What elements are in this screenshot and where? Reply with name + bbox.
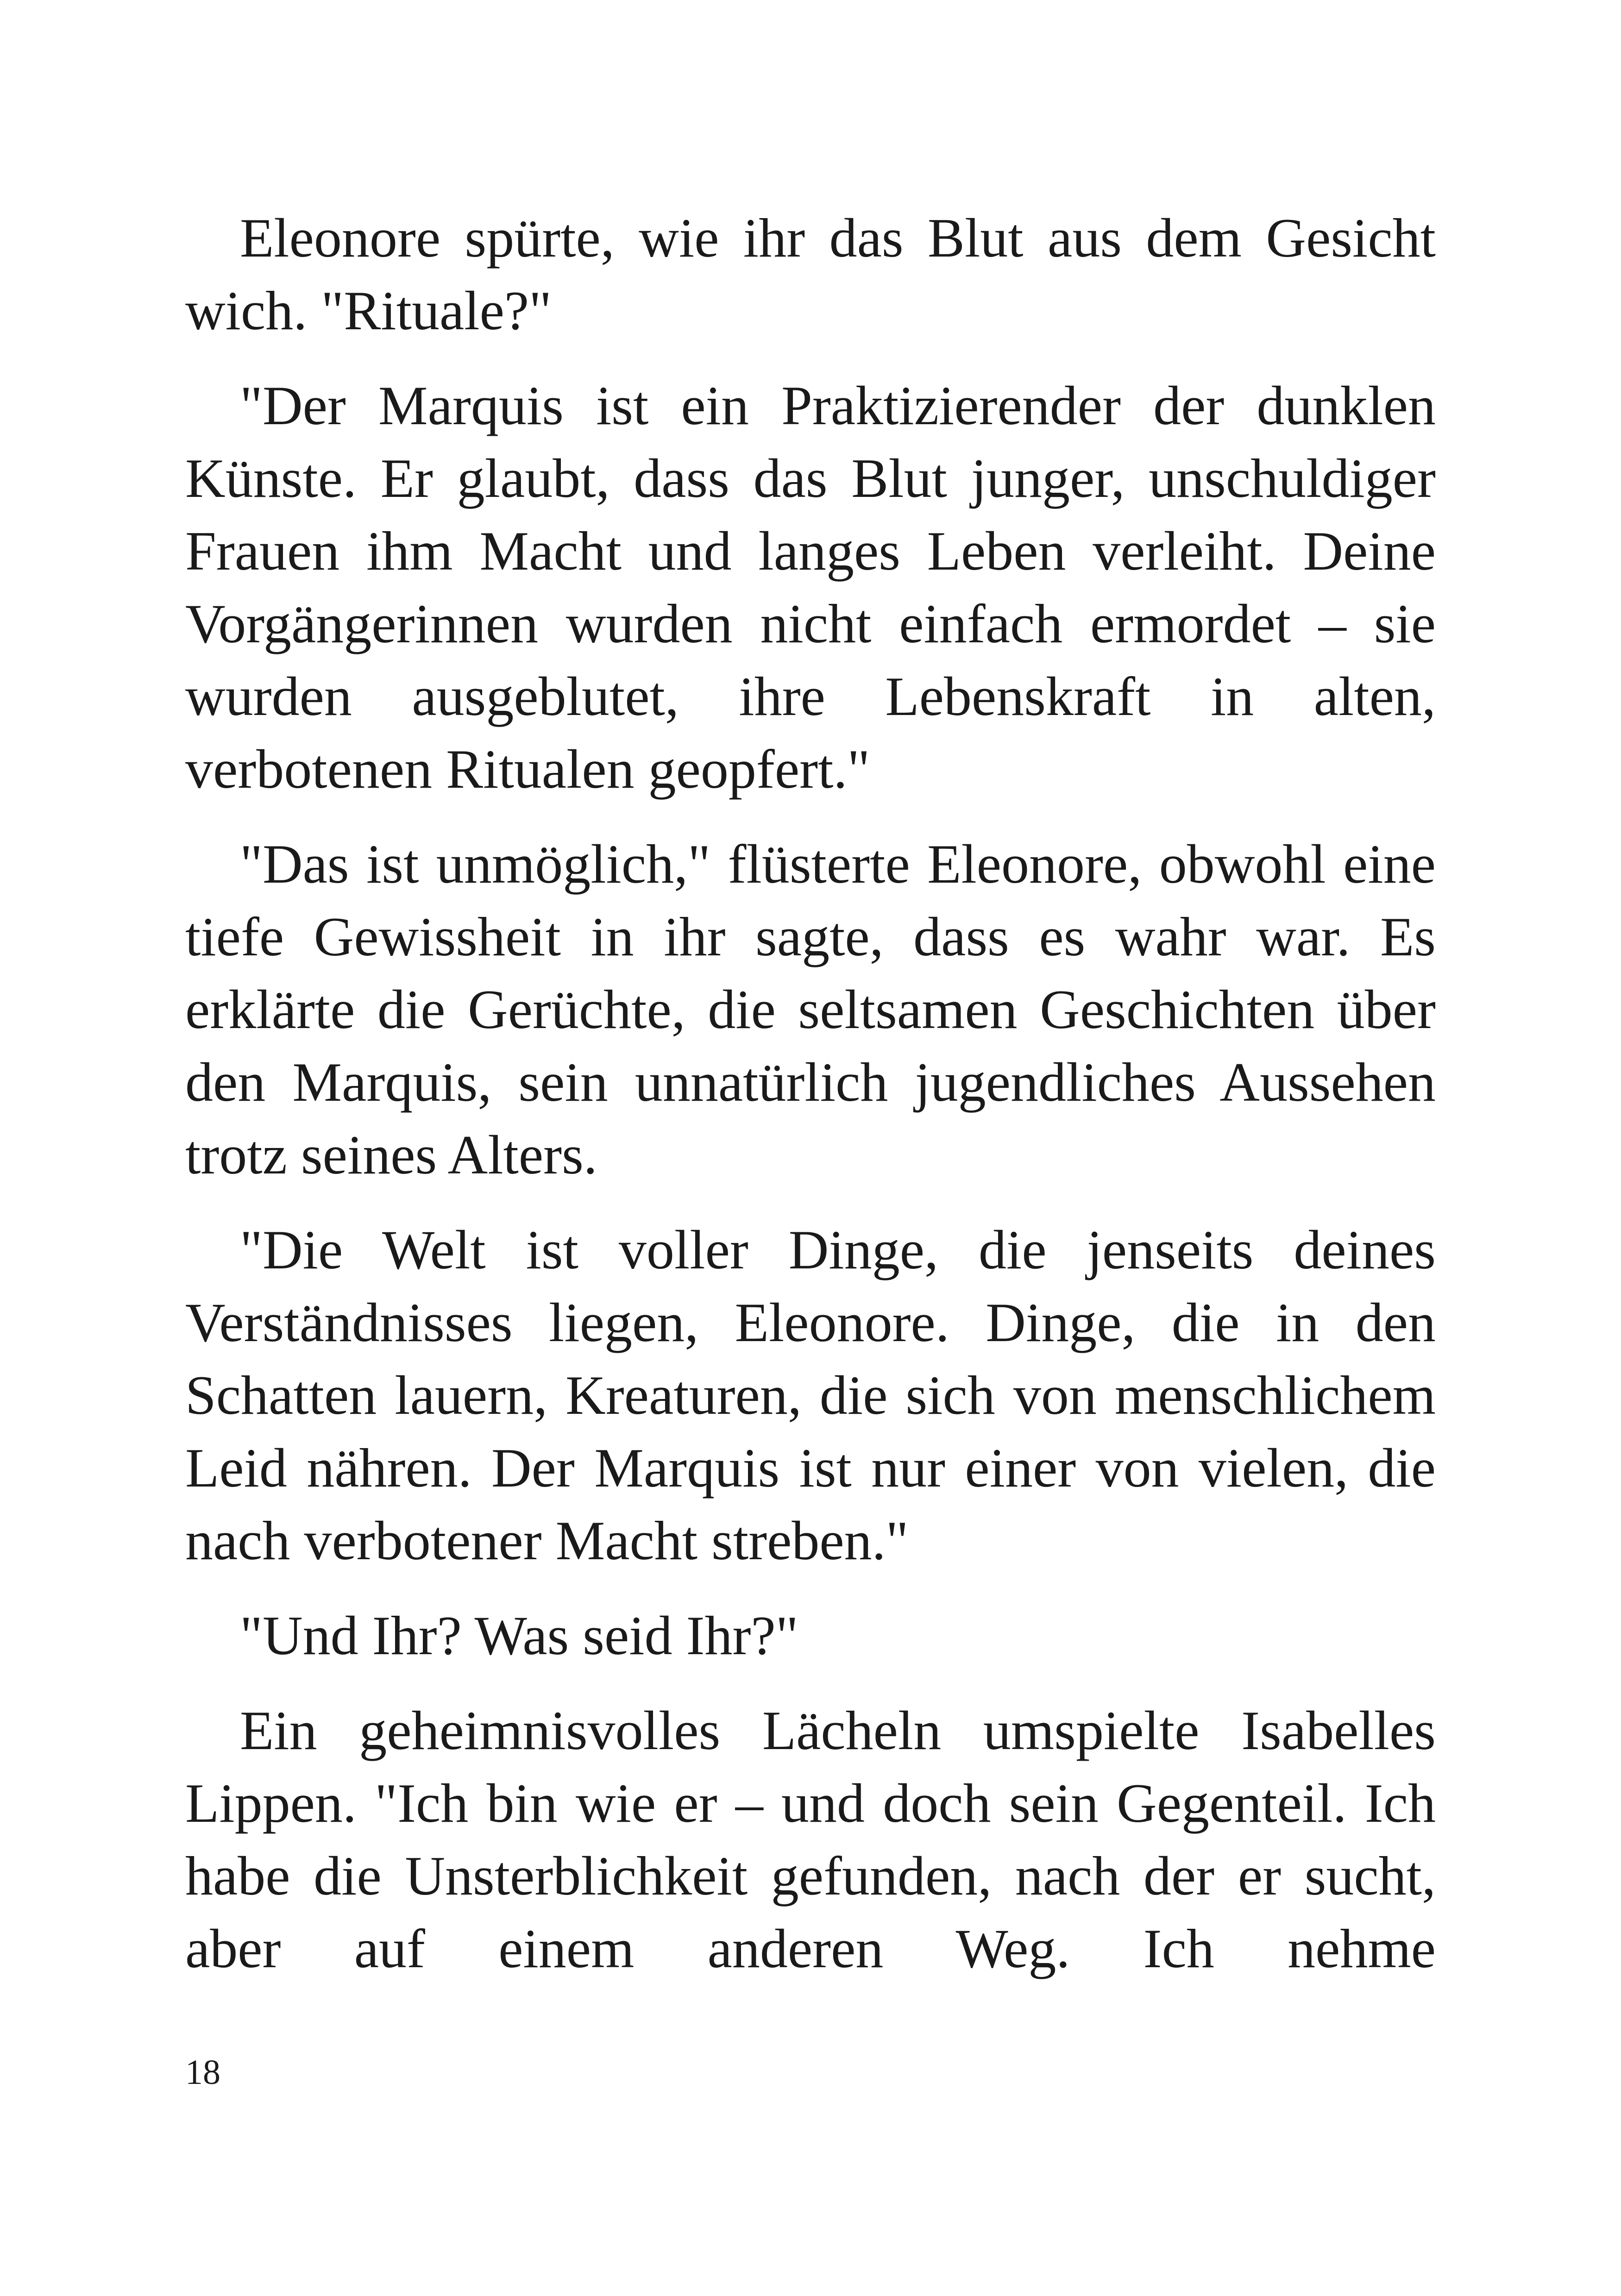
paragraph-6: Ein geheimnisvolles Lächeln umspielte Isabelles Lippen. "Ich bin wie er – und doch sein Gegenteil. Ich habe die Unsterblichkeit gefunden, nach der er sucht, aber auf einem anderen Weg. Ich nehme (185, 1700, 1436, 1979)
paragraph-3: "Das ist unmöglich," flüsterte Eleonore, obwohl eine tiefe Gewissheit in ihr sagte, dass es wahr war. Es erklärte die Gerüchte, die seltsamen Geschichten über den Marquis, sein unnatürlich jugendliches Aussehen trotz seines Alters. (185, 833, 1436, 1186)
body-text (185, 201, 1436, 2007)
paragraph-1: Eleonore spürte, wie ihr das Blut aus dem Gesicht wich. "Rituale?" (185, 207, 1436, 341)
paragraph-5: "Und Ihr? Was seid Ihr?" (240, 1605, 798, 1666)
paragraph-4: "Die Welt ist voller Dinge, die jenseits deines Verständnisses liegen, Eleonore. Dinge, die in den Schatten lauern, Kreaturen, die sich von menschlichem Leid nähren. Der Marquis ist nur einer von vielen, die nach verbotener Macht streben." (185, 1219, 1436, 1571)
page-number: 18 (185, 2053, 220, 2092)
paragraph-2: "Der Marquis ist ein Praktizierender der dunklen Künste. Er glaubt, dass das Blut junger, unschuldiger Frauen ihm Macht und langes Leben verleiht. Deine Vorgängerinnen wurden nicht einfach ermordet – sie wurden ausgeblutet, ihre Lebenskraft in alten, verbotenen Ritualen geopfert." (185, 375, 1436, 800)
